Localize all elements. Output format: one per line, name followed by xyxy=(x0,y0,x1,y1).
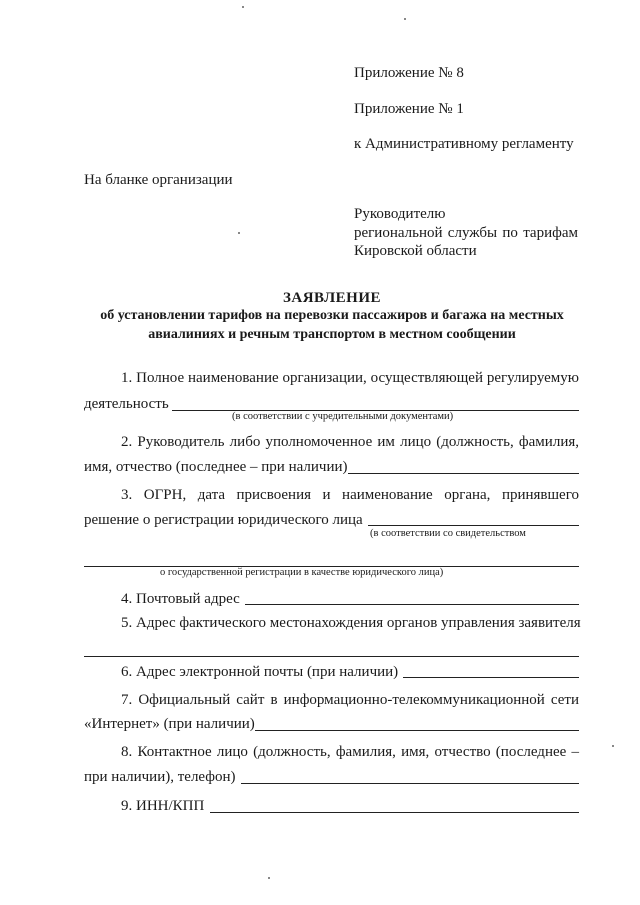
addressee-line-3: Кировской области xyxy=(354,243,477,259)
item-7-field-line[interactable] xyxy=(255,730,579,731)
item-8-text: 8. Контактное лицо (должность, фамилия, имя, отчество (последнее – xyxy=(121,744,579,760)
item-3-hint-2: о государственной регистрации в качестве юридического лица) xyxy=(160,567,444,578)
item-1-hint: (в соответствии с учредительными документами) xyxy=(232,411,454,422)
item-5-text: 5. Адрес фактического местонахождения органов управления заявителя xyxy=(121,615,581,631)
item-8-field-line[interactable] xyxy=(241,783,579,784)
item-8-continuation: при наличии), телефон) xyxy=(84,769,236,785)
item-1-continuation: деятельность xyxy=(84,396,169,412)
item-7-continuation: «Интернет» (при наличии) xyxy=(84,716,255,732)
item-9-text: 9. ИНН/КПП xyxy=(121,798,205,814)
item-3-hint-1: (в соответствии со свидетельством xyxy=(370,528,526,539)
item-3-continuation: решение о регистрации юридического лица xyxy=(84,512,363,528)
item-3-field-line[interactable] xyxy=(368,525,579,526)
appendix-number-1: Приложение № 1 xyxy=(354,101,464,117)
addressee-line-2: региональной службы по тарифам xyxy=(354,225,578,241)
item-3-text: 3. ОГРН, дата присвоения и наименование органа, принявшего xyxy=(121,487,579,503)
item-6-text: 6. Адрес электронной почты (при наличии) xyxy=(121,664,399,680)
item-2-continuation: имя, отчество (последнее – при наличии) xyxy=(84,459,348,475)
scan-speck xyxy=(242,6,244,8)
item-4-text: 4. Почтовый адрес xyxy=(121,591,240,607)
scan-speck xyxy=(612,745,614,747)
document-subtitle-line-2: авиалиниях и речным транспортом в местном сообщении xyxy=(148,327,516,342)
item-2-field-line[interactable] xyxy=(348,473,579,474)
item-6-field-line[interactable] xyxy=(403,677,579,678)
item-4-field-line[interactable] xyxy=(245,604,579,605)
item-1-text: 1. Полное наименование организации, осуществляющей регулируемую xyxy=(121,370,579,386)
item-5-field-line[interactable] xyxy=(84,656,579,657)
scan-speck xyxy=(404,18,406,20)
appendix-number-8: Приложение № 8 xyxy=(354,65,464,81)
item-9-field-line[interactable] xyxy=(210,812,579,813)
scan-speck xyxy=(268,877,270,879)
addressee-line-1: Руководителю xyxy=(354,206,446,222)
document-title: ЗАЯВЛЕНИЕ xyxy=(282,290,382,306)
letterhead-note: На бланке организации xyxy=(84,172,233,188)
item-7-text: 7. Официальный сайт в информационно-телекоммуникационной сети xyxy=(121,692,579,708)
document-subtitle-line-1: об установлении тарифов на перевозки пассажиров и багажа на местных xyxy=(100,308,564,323)
regulation-reference: к Административному регламенту xyxy=(354,136,574,152)
scan-speck xyxy=(238,232,240,234)
item-2-text: 2. Руководитель либо уполномоченное им лицо (должность, фамилия, xyxy=(121,434,579,450)
